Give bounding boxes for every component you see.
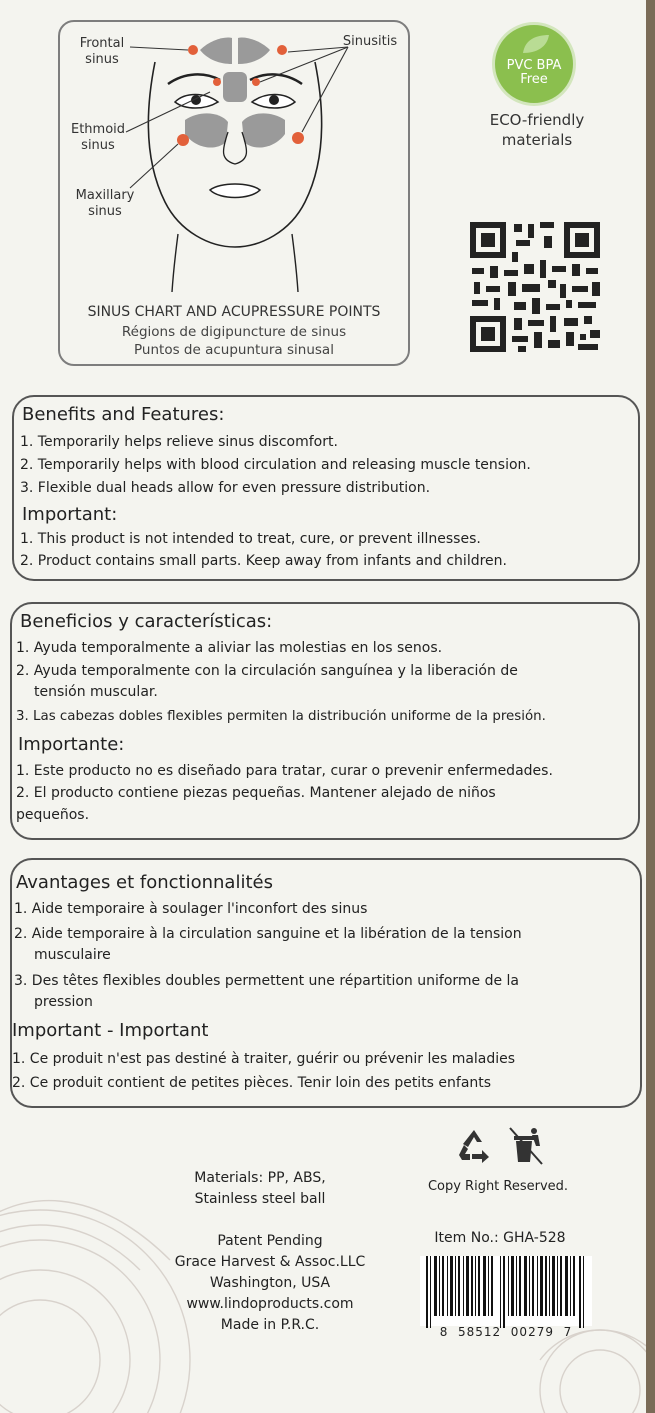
maxillary-sinus-label: Maxillary sinus — [75, 188, 135, 219]
materials-text: Materials: PP, ABS, Stainless steel ball — [194, 1170, 326, 1207]
benefits-heading-en: Benefits and Features: — [22, 404, 225, 425]
important-heading-es: Importante: — [18, 734, 125, 755]
important-item: 1. Este producto no es diseñado para tratar, curar o prevenir enfermedades. — [16, 763, 553, 779]
benefit-item: 3. Flexible dual heads allow for even pressure distribution. — [20, 480, 431, 496]
pvc-bpa-free-badge — [492, 22, 576, 106]
chart-subtitle-es: Puntos de acupuntura sinusal — [134, 342, 334, 358]
benefit-item: 1. Temporarily helps relieve sinus discomfort. — [20, 434, 338, 450]
important-item: pequeños. — [16, 807, 90, 823]
qr-code-icon — [468, 220, 602, 354]
frontal-sinus-label: Frontal sinus — [79, 36, 125, 67]
benefit-item: 1. Aide temporaire à soulager l'inconfort des sinus — [14, 901, 368, 917]
copyright-text: Copy Right Reserved. — [427, 1179, 569, 1194]
benefit-item: 2. Temporarily helps with blood circulation and releasing muscle tension. — [20, 457, 531, 473]
company-info: Patent Pending Grace Harvest & Assoc.LLC Washington, USA www.lindoproducts.com Made in P.R.C. — [174, 1233, 366, 1333]
important-item: 1. Ce produit n'est pas destiné à traiter, guérir ou prévenir les maladies — [12, 1051, 516, 1067]
recycle-icon — [454, 1127, 494, 1167]
chart-title: SINUS CHART AND ACUPRESSURE POINTS — [87, 304, 381, 320]
benefit-item: musculaire — [34, 947, 111, 963]
barcode-digits: 8 58512 00279 7 — [439, 1325, 573, 1339]
badge-line1: PVC BPA — [506, 58, 562, 73]
important-item: 2. Product contains small parts. Keep away from infants and children. — [20, 553, 507, 569]
benefits-heading-fr: Avantages et fonctionnalités — [16, 872, 273, 893]
sinus-chart — [58, 20, 410, 366]
important-heading-fr: Important - Important — [12, 1020, 209, 1041]
benefit-item: 2. Aide temporaire à la circulation sanguine et la libération de la tension — [14, 926, 522, 942]
item-number: Item No.: GHA-528 — [434, 1230, 566, 1246]
ethmoid-sinus-label: Ethmoid sinus — [70, 122, 126, 153]
benefit-item: 3. Las cabezas dobles flexibles permiten la distribución uniforme de la presión. — [16, 709, 546, 724]
important-item: 2. El producto contiene piezas pequeñas. Mantener alejado de niños — [16, 785, 496, 801]
important-heading-en: Important: — [22, 504, 118, 525]
benefit-item: 1. Ayuda temporalmente a aliviar las molestias en los senos. — [16, 640, 443, 656]
trash-bin-icon — [506, 1124, 546, 1168]
sinusitis-label: Sinusitis — [342, 34, 398, 49]
leaf-icon — [521, 33, 551, 55]
important-item: 1. This product is not intended to treat, cure, or prevent illnesses. — [20, 531, 481, 547]
benefits-heading-es: Beneficios y características: — [20, 611, 273, 632]
badge-line2: Free — [520, 72, 548, 87]
eco-friendly-text: ECO-friendly materials — [489, 111, 585, 149]
benefit-item: 2. Ayuda temporalmente con la circulación sanguínea y la liberación de — [16, 663, 518, 679]
chart-subtitle-fr: Régions de digipuncture de sinus — [121, 324, 347, 340]
important-item: 2. Ce produit contient de petites pièces. Tenir loin des petits enfants — [12, 1075, 492, 1091]
benefit-item: tensión muscular. — [34, 684, 158, 700]
benefit-item: pression — [34, 994, 93, 1010]
background-edge — [646, 0, 655, 1413]
benefit-item: 3. Des têtes flexibles doubles permettent une répartition uniforme de la — [14, 973, 520, 989]
